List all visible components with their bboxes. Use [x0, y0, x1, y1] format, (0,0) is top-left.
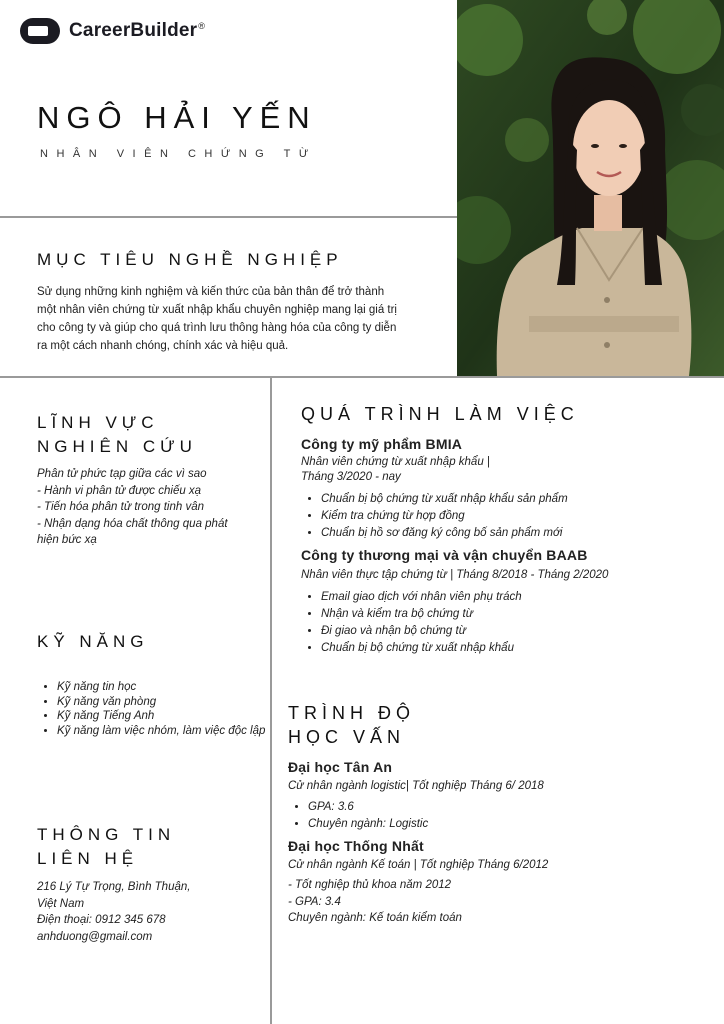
contact-phone: Điện thoại: 0912 345 678: [37, 914, 166, 926]
job-task: • Chuẩn bị bộ chứng từ xuất nhập khẩu sản phẩm: [321, 491, 601, 508]
contact-details: [37, 879, 207, 945]
school-detail: - GPA: 3.4: [288, 895, 341, 908]
portrait-illustration: [457, 0, 724, 376]
job-position: Nhân viên chứng từ xuất nhập khẩu | Tháng 3/2020 - nay: [301, 456, 490, 483]
skill-item: • Kỹ năng văn phòng: [57, 695, 267, 710]
contact-email[interactable]: anhduong@gmail.com: [37, 930, 153, 943]
school-details: [288, 799, 588, 833]
research-item: - Nhận dạng hóa chất thông qua phát hiện bức xạ: [37, 517, 228, 546]
contact-heading: THÔNG TIN LIÊN HỆ: [37, 825, 176, 868]
divider-main: [0, 376, 724, 378]
school-degree: Cử nhân ngành Kế toán | Tốt nghiệp Tháng 6/2012: [288, 859, 549, 871]
objective-heading: MỤC TIÊU NGHỀ NGHIỆP: [37, 250, 343, 269]
research-item: - Tiến hóa phân tử trong tinh vân: [37, 501, 205, 513]
job-task: • Kiểm tra chứng từ hợp đồng: [321, 508, 601, 525]
contact-address: 216 Lý Tự Trọng, Bình Thuận, Việt Nam: [37, 881, 191, 910]
school-details: [288, 877, 588, 927]
education-heading: TRÌNH ĐỘ HỌC VẤN: [288, 703, 415, 747]
skill-item: • Kỹ năng làm việc nhóm, làm việc độc lập: [57, 724, 267, 739]
school-detail: Chuyên ngành: Kế toán kiểm toán: [288, 912, 462, 924]
school-name: Đại học Tân An: [288, 759, 393, 775]
school-entry: [288, 838, 588, 927]
job-task: • Chuẩn bị hồ sơ đăng ký công bố sản phẩm mới: [321, 525, 601, 542]
candidate-role: NHÂN VIÊN CHỨNG TỪ: [40, 148, 317, 160]
school-name: Đại học Thống Nhất: [288, 838, 424, 854]
research-item: Phân tử phức tạp giữa các vì sao: [37, 468, 207, 480]
job-entry: [301, 436, 601, 542]
skills-list: [37, 680, 267, 738]
job-task: • Đi giao và nhận bộ chứng từ: [321, 623, 611, 640]
careerbuilder-logo-icon: [20, 18, 60, 44]
job-company: Công ty mỹ phẩm BMIA: [301, 436, 463, 452]
job-task: • Nhận và kiểm tra bộ chứng từ: [321, 606, 611, 623]
registered-mark: ®: [198, 21, 205, 31]
divider-header: [0, 216, 457, 218]
research-heading: LĨNH VỰC NGHIÊN CỨU: [37, 413, 197, 456]
school-detail: • GPA: 3.6: [308, 799, 588, 816]
job-position: Nhân viên thực tập chứng từ | Tháng 8/2018 - Tháng 2/2020: [301, 569, 609, 581]
job-tasks: [301, 491, 601, 542]
experience-heading: QUÁ TRÌNH LÀM VIỆC: [301, 404, 579, 424]
skill-item: • Kỹ năng tin học: [57, 680, 267, 695]
school-detail: - Tốt nghiệp thủ khoa năm 2012: [288, 879, 452, 891]
job-task: • Chuẩn bị bộ chứng từ xuất nhập khẩu: [321, 640, 611, 657]
job-company: Công ty thương mại và vận chuyển BAAB: [301, 547, 588, 563]
school-degree: Cử nhân ngành logistic| Tốt nghiệp Tháng 6/ 2018: [288, 780, 544, 792]
job-task: • Email giao dịch với nhân viên phụ trách: [321, 589, 611, 606]
brand-logo: [20, 16, 205, 46]
skill-item: • Kỹ năng Tiếng Anh: [57, 709, 267, 724]
school-detail: • Chuyên ngành: Logistic: [308, 816, 588, 833]
research-list: [37, 466, 242, 549]
skills-heading: KỸ NĂNG: [37, 632, 149, 651]
divider-columns: [270, 377, 272, 1024]
brand-name: CareerBuilder: [69, 20, 198, 41]
candidate-name: NGÔ HẢI YẾN: [37, 100, 317, 135]
research-item: - Hành vi phân tử được chiếu xạ: [37, 484, 202, 497]
job-tasks: [301, 589, 611, 657]
objective-text: Sử dụng những kinh nghiệm và kiến thức của bản thân để trở thành một nhân viên chứng từ xuất nhập khẩu chuyên nghiệp mang lại giá trị cho công ty và giúp cho quá trình lưu thông hàng hóa của công ty diễn ra một cách nhanh chóng, chính xác và hiệu quả.: [37, 286, 397, 352]
job-entry: [301, 547, 611, 657]
school-entry: [288, 759, 588, 833]
profile-photo: [457, 0, 724, 376]
